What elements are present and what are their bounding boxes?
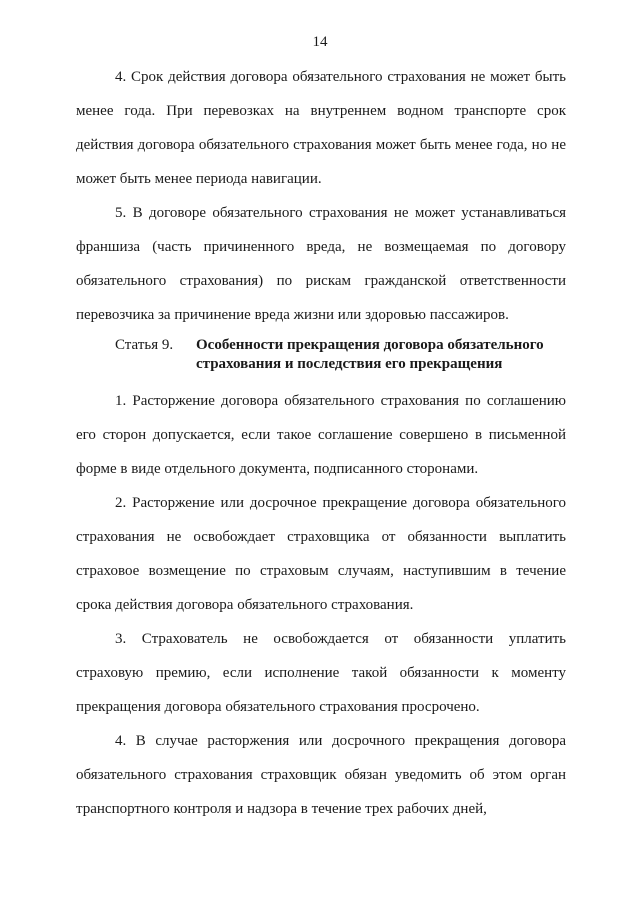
document-body: [76, 60, 566, 826]
article-title-line: страхования и последствия его прекращения: [196, 356, 503, 372]
article-label: Статья 9.: [115, 337, 174, 353]
paragraph-premium-obligation: 3. Страхователь не освобождается от обязанности уплатить страховую премию, если исполнение такой обязанности к моменту прекращения договора обязательного страхования просрочено.: [76, 631, 566, 715]
article-title-line: Особенности прекращения договора обязательного: [196, 337, 544, 353]
paragraph-notification: 4. В случае расторжения или досрочного прекращения договора обязательного страхования страховщик обязан уведомить об этом орган транспортного контроля и надзора в течение трех рабочих дней,: [76, 733, 566, 817]
article-title: [196, 336, 566, 374]
paragraph-termination-agreement: 1. Расторжение договора обязательного страхования по соглашению его сторон допускается, если такое соглашение совершено в письменной форме в виде отдельного документа, подписанного сторонами.: [76, 393, 566, 477]
paragraph-early-termination: 2. Расторжение или досрочное прекращение договора обязательного страхования не освобождает страховщика от обязанности выплатить страховое возмещение по страховым случаям, наступившим в течение срока действия договора обязательного страхования.: [76, 495, 566, 613]
article-heading: [76, 336, 566, 374]
page-number: 14: [312, 34, 328, 50]
paragraph-franchise: 5. В договоре обязательного страхования не может устанавливаться франшиза (часть причиненного вреда, не возмещаемая по договору обязательного страхования) по рискам гражданской ответственности перевозчика за причинение вреда жизни или здоровью пассажиров.: [76, 205, 566, 323]
paragraph-term-of-contract: 4. Срок действия договора обязательного страхования не может быть менее года. При перевозках на внутреннем водном транспорте срок действия договора обязательного страхования может быть менее года, но не может быть менее периода навигации.: [76, 69, 566, 187]
